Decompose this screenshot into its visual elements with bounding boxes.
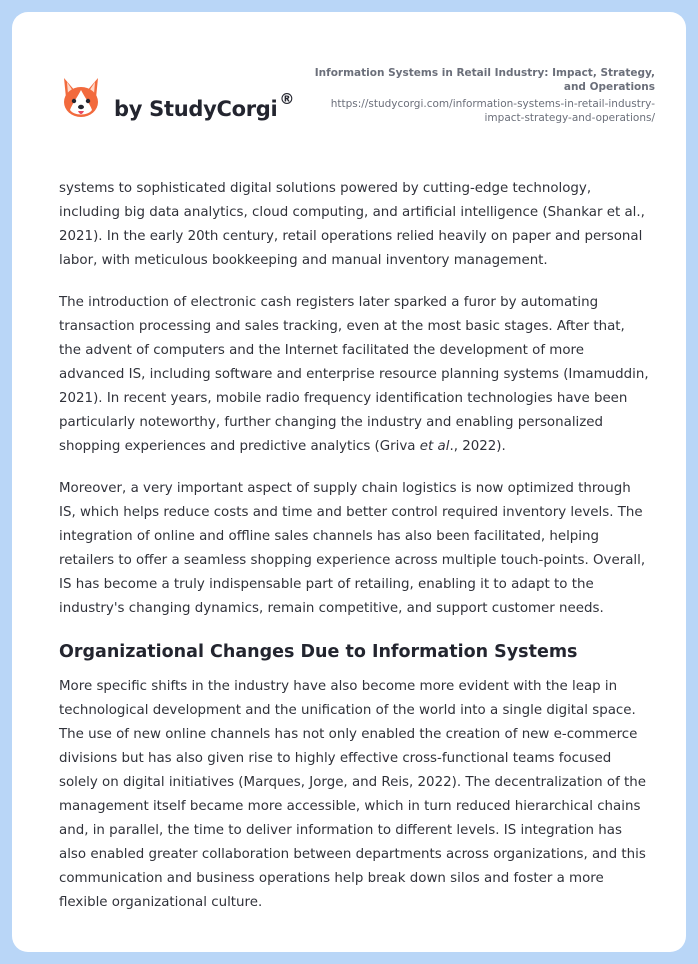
document-page <box>12 12 686 952</box>
paragraph: Moreover, a very important aspect of supply chain logistics is now optimized through IS, which helps reduce costs and time and better control required inventory levels. The integration of online and offline sales channels has also been facilitated, helping retailers to offer a seamless shopping experience across multiple touch-points. Overall, IS has become a truly indispensable part of retailing, enabling it to adapt to the industry's changing dynamics, remain competitive, and support customer needs. <box>59 481 646 616</box>
section-heading: Organizational Changes Due to Information Systems <box>59 642 578 662</box>
article-body <box>59 177 649 933</box>
paragraph: systems to sophisticated digital solutions powered by cutting-edge technology, including big data analytics, cloud computing, and artificial intelligence (Shankar et al., 2021). In the early 20th century, retail operations relied heavily on paper and personal labor, with meticulous bookkeeping and manual inventory management. <box>59 181 645 268</box>
document-url[interactable]: https://studycorgi.com/information-systems-in-retail-industry-impact-strategy-and-operations/ <box>330 98 655 124</box>
document-header <box>305 66 655 125</box>
brand-name: by StudyCorgi ® <box>114 90 295 121</box>
paragraph: More specific shifts in the industry have also become more evident with the leap in technological development and the unification of the world into a single digital space. The use of new online channels has not only enabled the creation of new e-commerce divisions but has also given rise to highly effective cross-functional teams focused solely on digital initiatives (Marques, Jorge, and Reis, 2022). The decentralization of the management itself became more accessible, which in turn reduced hierarchical chains and, in parallel, the time to deliver information to different levels. IS integration has also enabled greater collaboration between departments across organizations, and this communication and business operations help break down silos and foster a more flexible organizational culture. <box>59 679 647 910</box>
paragraph: The introduction of electronic cash registers later sparked a furor by automating transaction processing and sales tracking, even at the most basic stages. After that, the advent of computers and the Internet facilitated the development of more advanced IS, including software and enterprise resource planning systems (Imamuddin, 2021). In recent years, mobile radio frequency identification technologies have been particularly noteworthy, further changing the industry and enabling personalized shopping experiences and predictive analytics (Griva et al., 2022). <box>59 295 649 454</box>
document-title: Information Systems in Retail Industry: Impact, Strategy, and Operations <box>314 67 655 93</box>
registered-mark: ® <box>279 90 295 108</box>
corgi-icon <box>60 76 102 122</box>
